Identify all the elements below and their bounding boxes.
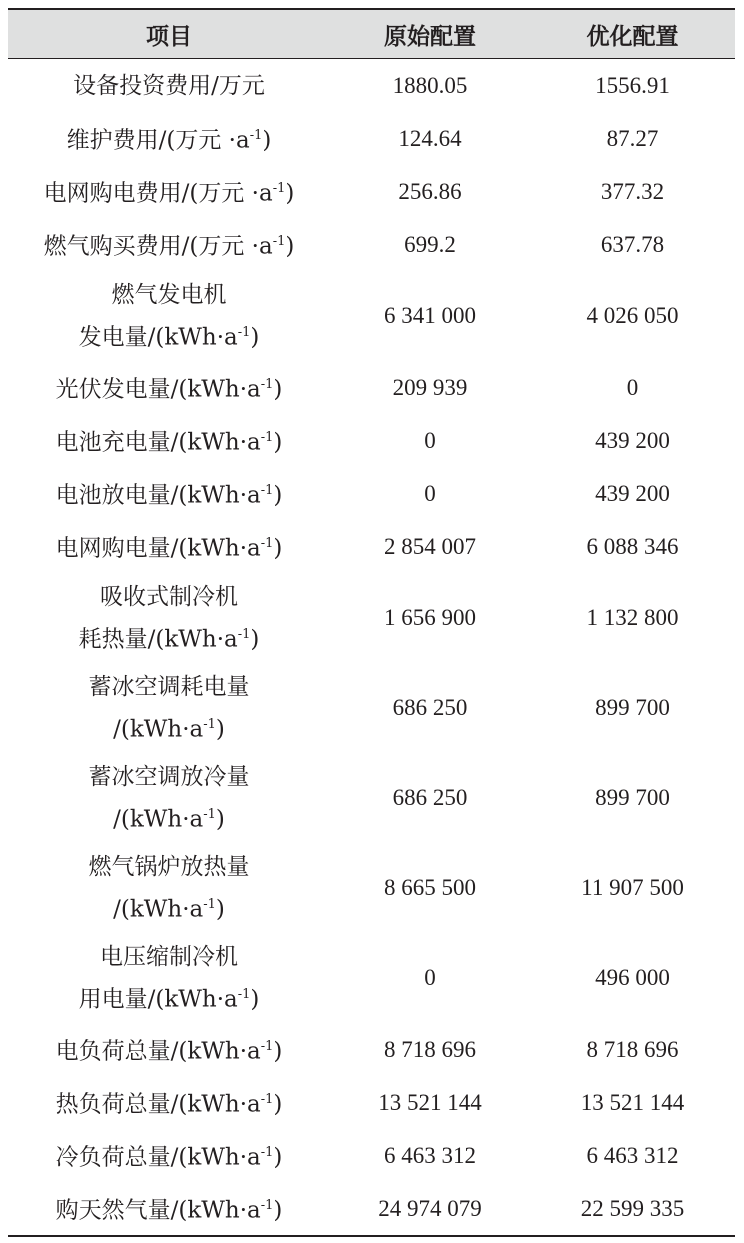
row-label-line: 耗热量$/(kWh\cdot a^{-1})$ [78,626,260,653]
row-label [8,520,330,573]
exponent: -1 [260,377,274,393]
table-row [8,1129,735,1182]
row-label-line: $/(kWh\cdot a^{-1})$ [113,716,225,743]
optimized-value: 13 521 144 [580,1089,685,1115]
original-value: 2 854 007 [384,533,476,559]
exponent: -1 [260,1039,274,1055]
row-label-line: 电网购电费用/(万元 $\cdot a^{-1}$) [43,180,295,207]
table-row [8,1023,735,1076]
original-value: 0 [424,480,436,506]
table-row [8,843,735,933]
row-label [8,573,330,663]
exponent: -1 [260,430,274,446]
row-label [8,467,330,520]
row-label-line: 光伏发电量$/(kWh\cdot a^{-1})$ [55,376,283,403]
original-value: 6 341 000 [384,303,476,328]
row-label-line: 燃气锅炉放热量 [88,853,250,880]
row-label [8,112,330,165]
row-label-line: 冷负荷总量$/(kWh\cdot a^{-1})$ [55,1144,283,1171]
optimized-value: 8 718 696 [586,1036,679,1062]
table-row [8,361,735,414]
optimized-value: 6 463 312 [586,1142,679,1168]
row-label-line: 吸收式制冷机 [100,583,238,610]
row-label [8,271,330,361]
original-value: 686 250 [392,695,468,720]
exponent: -1 [272,234,286,250]
optimized-value: 637.78 [600,231,665,257]
row-label [8,414,330,467]
header-optimized-config: 优化配置 [586,23,679,50]
row-label-line: 发电量$/(kWh\cdot a^{-1})$ [78,324,260,351]
row-label-line: 维护费用/(万元 $\cdot a^{-1}$) [66,127,272,154]
original-value: 124.64 [398,125,462,151]
exponent: -1 [260,1092,274,1108]
optimized-value: 1556.91 [595,72,670,98]
row-label-line: 电池放电量$/(kWh\cdot a^{-1})$ [55,482,283,509]
table-row [8,271,735,361]
exponent: -1 [260,1198,274,1214]
table-row [8,933,735,1023]
row-label [8,1182,330,1235]
header-item: 项目 [146,23,192,50]
table-row [8,414,735,467]
optimized-value: 1 132 800 [586,605,679,630]
row-label-line: 购天然气量$/(kWh\cdot a^{-1})$ [55,1197,283,1224]
table-header [8,10,735,59]
row-label [8,843,330,933]
exponent: -1 [260,483,274,499]
exponent: -1 [249,128,263,144]
row-label-line: 燃气购买费用/(万元 $\cdot a^{-1}$) [43,233,295,260]
row-label [8,1023,330,1076]
row-label [8,1129,330,1182]
row-label-line: 电网购电量$/(kWh\cdot a^{-1})$ [55,535,283,562]
row-label-line: 热负荷总量$/(kWh\cdot a^{-1})$ [55,1091,283,1118]
exponent: -1 [237,626,251,642]
table-row [8,112,735,165]
original-value: 686 250 [392,785,468,810]
table-bottom-rule [8,1235,735,1237]
optimized-value: 439 200 [595,427,670,453]
comparison-table [8,8,735,1237]
table-row [8,1182,735,1235]
header-original-config: 原始配置 [384,23,476,50]
exponent: -1 [237,986,251,1002]
exponent: -1 [237,324,251,340]
original-value: 24 974 079 [378,1195,482,1221]
row-label-line: 蓄冰空调耗电量 [88,673,250,700]
row-label-line: 电池充电量$/(kWh\cdot a^{-1})$ [55,429,283,456]
row-label [8,933,330,1023]
row-label [8,218,330,271]
optimized-value: 11 907 500 [581,875,684,900]
row-label-line: $/(kWh\cdot a^{-1})$ [113,806,225,833]
exponent: -1 [203,896,216,912]
table-row [8,520,735,573]
row-label [8,753,330,843]
row-label [8,361,330,414]
row-label-line: 电压缩制冷机 [100,943,238,970]
optimized-value: 87.27 [606,125,659,151]
table-row [8,59,735,112]
row-label [8,165,330,218]
original-value: 6 463 312 [384,1142,476,1168]
original-value: 8 665 500 [384,875,476,900]
table-row [8,1076,735,1129]
original-value: 1 656 900 [384,605,476,630]
row-label-line: 蓄冰空调放冷量 [88,763,250,790]
original-value: 8 718 696 [384,1036,476,1062]
row-label-line: 燃气发电机 [111,281,227,308]
table-row [8,753,735,843]
exponent: -1 [260,1145,274,1161]
original-value: 699.2 [404,231,456,257]
optimized-value: 899 700 [595,785,670,810]
row-label [8,1076,330,1129]
table-row [8,165,735,218]
exponent: -1 [272,181,286,197]
optimized-value: 4 026 050 [586,303,679,328]
original-value: 1880.05 [392,72,468,98]
row-label-line: 设备投资费用/万元 [73,72,265,99]
table-row [8,573,735,663]
table-row [8,467,735,520]
row-label-line: $/(kWh\cdot a^{-1})$ [113,896,225,923]
exponent: -1 [203,716,216,732]
optimized-value: 0 [626,374,639,400]
original-value: 0 [424,965,436,990]
row-label-line: 用电量$/(kWh\cdot a^{-1})$ [78,986,260,1013]
original-value: 13 521 144 [378,1089,482,1115]
table-row [8,663,735,753]
table-body [8,59,735,1235]
optimized-value: 439 200 [595,480,670,506]
optimized-value: 6 088 346 [586,533,679,559]
row-label-line: 电负荷总量$/(kWh\cdot a^{-1})$ [55,1038,283,1065]
optimized-value: 377.32 [600,178,665,204]
optimized-value: 22 599 335 [580,1195,685,1221]
optimized-value: 496 000 [595,965,670,990]
table-row [8,218,735,271]
row-label [8,59,330,112]
optimized-value: 899 700 [595,695,670,720]
row-label [8,663,330,753]
original-value: 256.86 [398,178,462,204]
original-value: 209 939 [392,374,468,400]
exponent: -1 [260,536,274,552]
exponent: -1 [203,806,216,822]
original-value: 0 [424,427,436,453]
